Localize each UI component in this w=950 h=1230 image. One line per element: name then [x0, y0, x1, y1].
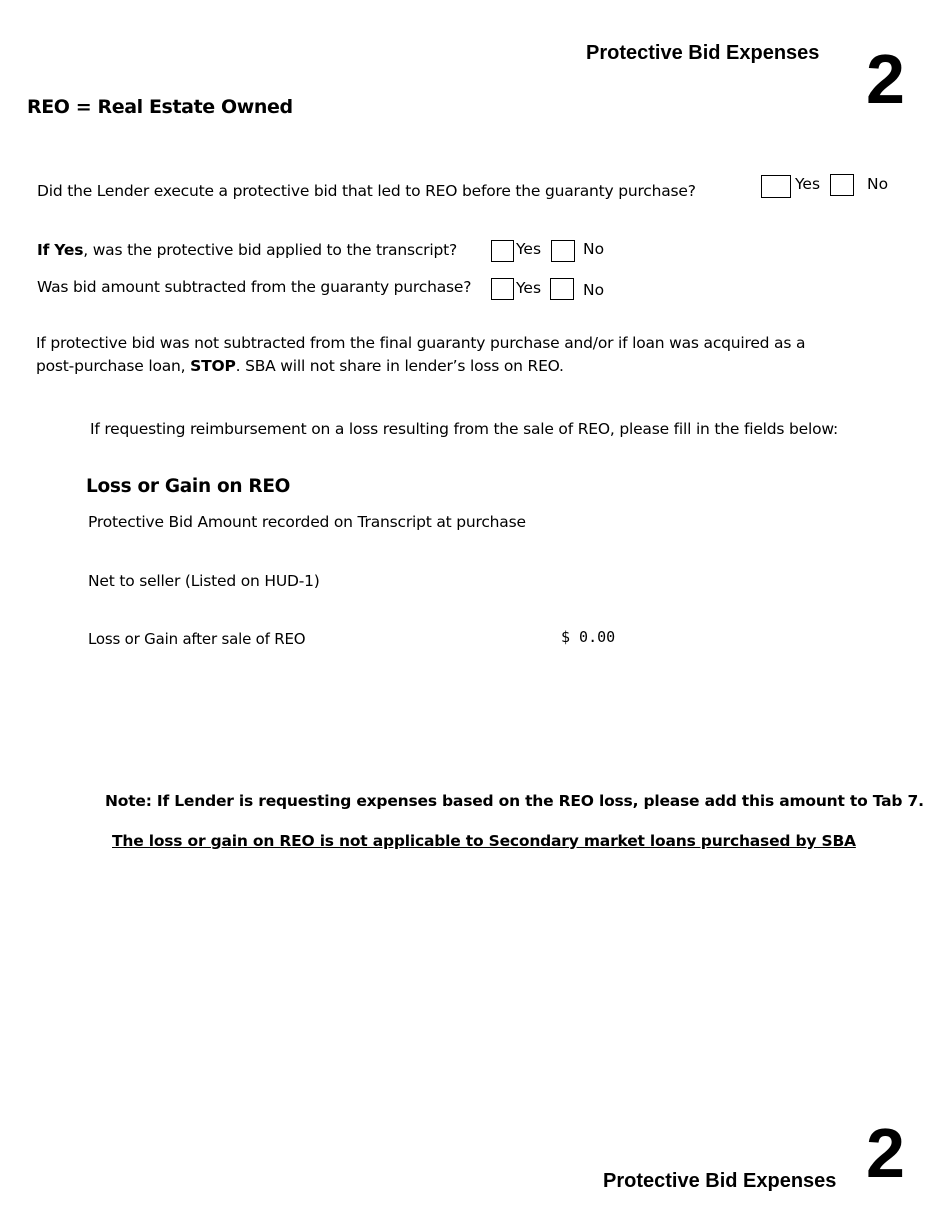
q2-text: , was the protective bid applied to the transcript?: [83, 241, 458, 259]
note-secondary-market: The loss or gain on REO is not applicable to Secondary market loans purchased by SBA: [112, 832, 856, 850]
field-label-net-to-seller: Net to seller (Listed on HUD-1): [88, 572, 320, 590]
reimbursement-instruction: If requesting reimbursement on a loss resulting from the sale of REO, please fill in the fields below:: [90, 420, 839, 438]
stop-notice-prefix: post-purchase loan,: [36, 357, 191, 375]
q1-yes-label: Yes: [795, 175, 821, 193]
field-label-loss-gain-after-sale: Loss or Gain after sale of REO: [88, 630, 306, 648]
stop-notice-line1: If protective bid was not subtracted from the final guaranty purchase and/or if loan was acquired as a: [36, 334, 806, 352]
field-value-protective-bid-amount[interactable]: [561, 513, 681, 533]
q1-no-checkbox[interactable]: [830, 174, 854, 196]
tab-number: 2: [866, 40, 905, 118]
page-title: Protective Bid Expenses: [586, 42, 820, 64]
question-protective-bid-reo: Did the Lender execute a protective bid that led to REO before the guaranty purchase?: [37, 182, 696, 200]
footer-title: Protective Bid Expenses: [603, 1170, 837, 1192]
q2-yes-label: Yes: [516, 240, 542, 258]
q1-yes-checkbox[interactable]: [761, 175, 791, 198]
q2-yes-checkbox[interactable]: [491, 240, 514, 262]
stop-notice-line2: [36, 357, 564, 375]
q3-no-checkbox[interactable]: [550, 278, 574, 300]
field-label-protective-bid-amount: Protective Bid Amount recorded on Transcript at purchase: [88, 513, 526, 531]
q2-no-checkbox[interactable]: [551, 240, 575, 262]
section-heading-loss-gain: Loss or Gain on REO: [86, 476, 291, 497]
question-bid-subtracted: Was bid amount subtracted from the guaranty purchase?: [37, 278, 472, 296]
reo-definition: REO = Real Estate Owned: [27, 96, 293, 118]
field-value-loss-gain-after-sale: $ 0.00: [561, 628, 616, 646]
q3-no-label: No: [583, 281, 605, 299]
if-yes-prefix: If Yes: [37, 241, 84, 259]
stop-keyword: STOP: [190, 357, 236, 375]
question-applied-to-transcript: [37, 241, 457, 259]
q1-no-label: No: [867, 175, 889, 193]
q3-yes-label: Yes: [516, 279, 542, 297]
q2-no-label: No: [583, 240, 605, 258]
footer-tab-number: 2: [866, 1114, 905, 1192]
q3-yes-checkbox[interactable]: [491, 278, 514, 300]
note-tab7: Note: If Lender is requesting expenses based on the REO loss, please add this amount to Tab 7.: [105, 792, 924, 810]
field-value-net-to-seller[interactable]: [561, 572, 681, 592]
stop-notice-suffix: . SBA will not share in lender’s loss on REO.: [235, 357, 564, 375]
